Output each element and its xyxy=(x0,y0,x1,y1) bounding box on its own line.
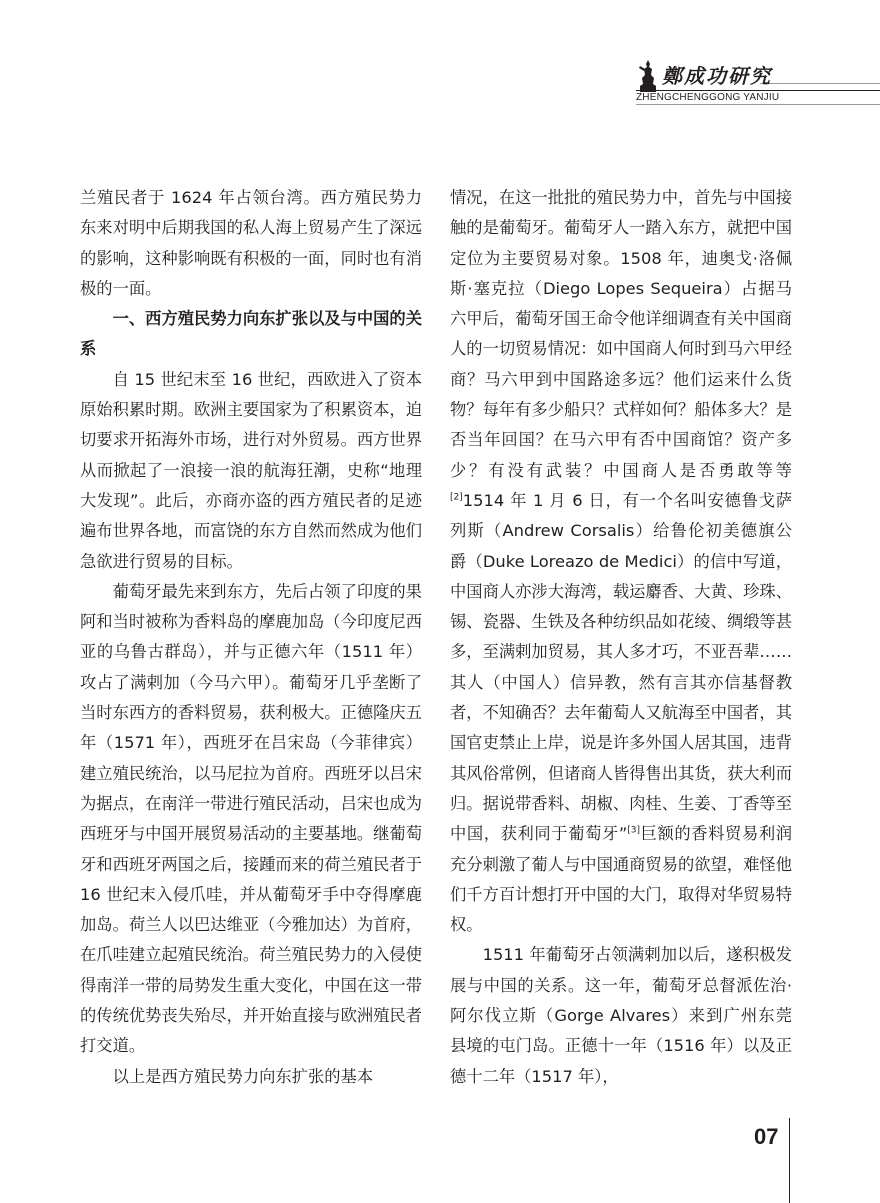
journal-subtitle: ZHENGCHENGGONG YANJIU xyxy=(636,92,780,103)
footer-rule xyxy=(789,1118,790,1203)
paragraph-text: 1514 年 1 月 6 日，有一个名叫安德鲁戈萨列斯（Andrew Corsalis）给鲁伦初美德旗公爵（Duke Loreazo de Medici）的信中写道，中国商人亦涉大海湾，载运麝香、大黄、珍珠、锡、瓷器、生铁及各种纺织品如花绫、绸缎等甚多，至满剌加贸易，其人多才巧，不亚吾辈……其人（中国人）信异教，然有言其亦信基督教者，不知确否？去年葡萄人又航海至中国者，其国官吏禁止上岸，说是许多外国人居其国，违背其风俗常例，但诸商人皆得售出其货，获大利而归。据说带香料、胡椒、肉桂、生姜、丁香等至中国，获利同于葡萄牙” xyxy=(450,490,792,844)
paragraph xyxy=(450,183,792,940)
header-rule-light xyxy=(760,83,880,84)
paragraph: 自 15 世纪末至 16 世纪，西欧进入了资本原始积累时期。欧洲主要国家为了积累资本，迫切要求开拓海外市场，进行对外贸易。西方世界从而掀起了一浪接一浪的航海狂潮，史称“地理大发现”。此后，亦商亦盗的西方殖民者的足迹遍布世界各地，而富饶的东方自然而然成为他们急欲进行贸易的目标。 xyxy=(80,369,422,571)
header-rule-bottom xyxy=(636,104,880,105)
paragraph-text: 巨额的香料贸易利润充分刺激了葡人与中国通商贸易的欲望，难怪他们千方百计想打开中国的大门，取得对华贸易特权。 xyxy=(450,824,792,935)
footnote-ref: [2] xyxy=(450,492,463,503)
paragraph: 1511 年葡萄牙占领满剌加以后，遂积极发展与中国的关系。这一年，葡萄牙总督派佐治·阿尔伐立斯（Gorge Alvares）来到广州东莞县境的屯门岛。正德十一年（1516 年）以及正德十二年（1517 年）， xyxy=(450,945,792,1086)
paragraph-text: 情况，在这一批批的殖民势力中，首先与中国接触的是葡萄牙。葡萄牙人一踏入东方，就把中国定位为主要贸易对象。1508 年，迪奥戈·洛佩斯·塞克拉（Diego Lopes Sequeira）占据马六甲后，葡萄牙国王命令他详细调查有关中国商人的一切贸易情况：如中国商人何时到马六甲经商？马六甲到中国路途多远？他们运来什么货物？每年有多少船只？式样如何？船体多大？是否当年回国？在马六甲有否中国商馆？资产多少？有没有武装？中国商人是否勇敢等等 xyxy=(450,188,792,480)
statue-icon xyxy=(636,58,660,94)
left-column xyxy=(80,183,422,1092)
paragraph: 葡萄牙最先来到东方，先后占领了印度的果阿和当时被称为香料岛的摩鹿加岛（今印度尼西亚的乌鲁古群岛），并与正德六年（1511 年）攻占了满剌加（今马六甲）。葡萄牙几乎垄断了当时东西方的香料贸易，获利极大。正德隆庆五年（1571 年），西班牙在吕宋岛（今菲律宾）建立殖民统治，以马尼拉为首府。西班牙以吕宋为据点，在南洋一带进行殖民活动，吕宋也成为西班牙与中国开展贸易活动的主要基地。继葡萄牙和西班牙两国之后，接踵而来的荷兰殖民者于 16 世纪末入侵爪哇，并从葡萄牙手中夺得摩鹿加岛。荷兰人以巴达维亚（今雅加达）为首府，在爪哇建立起殖民统治。荷兰殖民势力的入侵使得南洋一带的局势发生重大变化，中国在这一带的传统优势丧失殆尽，并开始直接与欧洲殖民者打交道。 xyxy=(80,581,422,1056)
paragraph: 以上是西方殖民势力向东扩张的基本 xyxy=(112,1066,374,1086)
footnote-ref: [3] xyxy=(627,825,641,836)
header-rule xyxy=(636,90,880,91)
page-number: 07 xyxy=(754,1124,779,1149)
section-heading: 一、西方殖民势力向东扩张以及与中国的关系 xyxy=(80,309,422,359)
right-column xyxy=(450,183,792,1092)
journal-title: 鄭成功研究 xyxy=(662,64,772,88)
paragraph: 兰殖民者于 1624 年占领台湾。西方殖民势力东来对明中后期我国的私人海上贸易产生了深远的影响，这种影响既有积极的一面，同时也有消极的一面。 xyxy=(80,188,422,298)
